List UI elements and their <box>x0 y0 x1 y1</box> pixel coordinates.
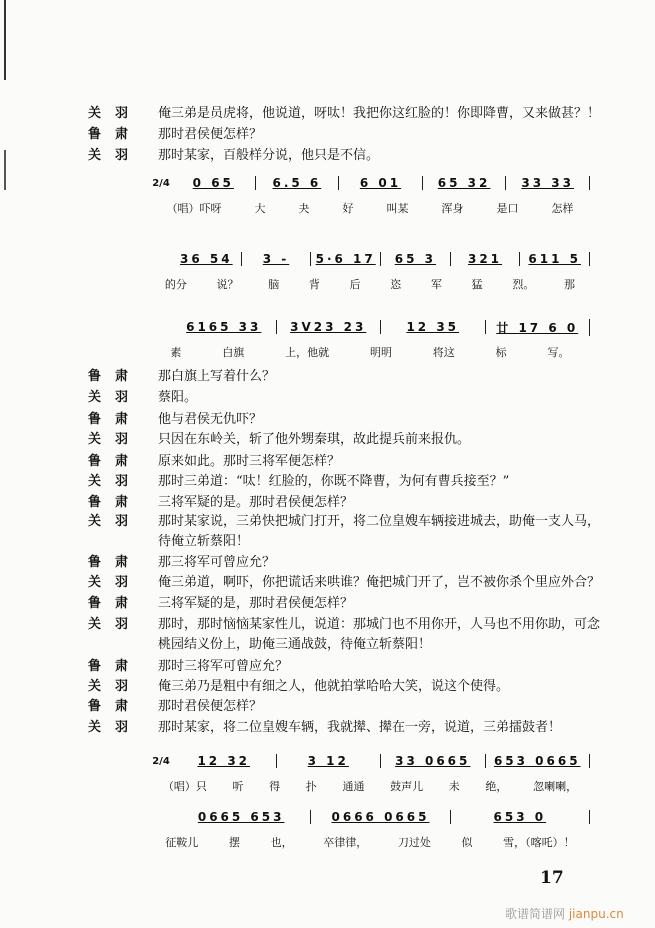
measure: 36 54 <box>172 252 242 266</box>
lyric: 的分 <box>164 278 187 291</box>
measure: 6 01 <box>339 176 423 190</box>
line-text: 那时君侯便怎样？ <box>158 127 263 142</box>
page-number: 17 <box>540 868 564 888</box>
dialogue-line <box>88 510 600 529</box>
measure: 0666 0665 <box>311 810 450 824</box>
measure: 12 32 <box>172 754 277 768</box>
measure: 33 33 <box>506 176 590 190</box>
line-text: 蔡阳。 <box>158 390 198 405</box>
score-row <box>150 248 590 292</box>
line-text: 那时某家，百般样分说，他只是不信。 <box>158 148 380 163</box>
speaker: 鲁肃 <box>88 555 143 570</box>
measure: 廿 17 6 0 <box>486 319 591 336</box>
lyric: 浑身 <box>441 202 464 215</box>
lyric: 脑 <box>268 278 280 291</box>
lyric: 得 <box>269 780 281 793</box>
lyric: 夬 <box>298 202 310 215</box>
lyric: 听 <box>232 780 244 793</box>
measure: 0665 653 <box>172 810 311 824</box>
lyric: 猛 <box>471 278 483 291</box>
time-signature: 2/4 <box>152 177 170 189</box>
lyric: 通通 <box>342 780 365 793</box>
dialogue-line <box>88 386 197 405</box>
speaker: 鲁肃 <box>88 596 143 611</box>
line-text: 那时三将军可曾应允？ <box>158 659 289 674</box>
dialogue-line <box>88 408 262 427</box>
measure: 321 <box>451 252 521 266</box>
lyric: 军 <box>430 278 442 291</box>
measure: 12 35 <box>381 320 486 334</box>
lyric: 摆 <box>228 836 240 849</box>
dialogue-line <box>88 551 275 570</box>
speaker: 关羽 <box>88 148 143 163</box>
dialogue-line <box>88 450 340 469</box>
speaker: 鲁肃 <box>88 127 143 142</box>
score-row <box>150 316 590 360</box>
lyric: 是口 <box>496 202 519 215</box>
lyric: 恣 <box>390 278 402 291</box>
measure: 3 - <box>242 252 312 266</box>
lyric: 白旗 <box>222 346 245 359</box>
speaker: 鲁肃 <box>88 454 143 469</box>
lyric: 写。 <box>547 346 570 359</box>
dialogue-line <box>88 365 275 384</box>
measure: 65 3 <box>381 252 451 266</box>
line-text: 那时某家，将二位皇嫂车辆，我就撵、撵在一旁，说道，三弟擂鼓者！ <box>158 720 562 735</box>
lyric: 征鞍儿 <box>165 836 199 849</box>
line-text: 只因在东岭关，斩了他外甥秦琪，故此提兵前来报仇。 <box>158 432 471 447</box>
dialogue-line <box>88 470 509 489</box>
line-text: 三将军疑的是，那时君侯便怎样？ <box>158 596 354 611</box>
lyric: 扑 <box>305 780 317 793</box>
line-text: 那时，那时恼恼某家性儿，说道：那城门也不用你开，人马也不用你助，可念 <box>158 617 601 632</box>
lyric: 似 <box>461 836 473 849</box>
measure: 33 0665 <box>381 754 486 768</box>
line-text: 那时三弟道：“呔！红脸的，你既不降曹，为何有曹兵接至？” <box>158 474 510 489</box>
speaker: 关羽 <box>88 679 143 694</box>
lyric: 那 <box>564 278 576 291</box>
lyric: 明明 <box>369 346 392 359</box>
speaker: 关羽 <box>88 390 143 405</box>
lyric: 上，他就 <box>285 346 330 359</box>
lyric: 后 <box>349 278 361 291</box>
speaker: 关羽 <box>88 432 143 447</box>
measure: 3V23 23 <box>277 320 382 334</box>
line-text: 他与君侯无仇吓？ <box>158 412 263 427</box>
dialogue-line <box>88 592 353 611</box>
measure: 0 65 <box>172 176 256 190</box>
lyric: 背 <box>308 278 320 291</box>
lyric: 未 <box>448 780 460 793</box>
dialogue-line <box>88 675 509 694</box>
speaker: 鲁肃 <box>88 369 143 384</box>
dialogue-line <box>88 144 379 163</box>
line-text: 俺三弟乃是粗中有细之人，他就拍掌哈哈大笑，说这个使得。 <box>158 679 510 694</box>
line-text: 那白旗上写着什么？ <box>158 369 276 384</box>
dialogue-line <box>88 655 288 674</box>
watermark-text: 歌谱简谱网 <box>505 907 566 921</box>
dialogue-line <box>88 613 600 632</box>
lyric: 大 <box>254 202 266 215</box>
speaker: 鲁肃 <box>88 659 143 674</box>
score-row <box>150 172 590 216</box>
dialogue-line <box>88 716 561 735</box>
measure: 65 32 <box>423 176 507 190</box>
score-row <box>150 806 590 850</box>
line-text: 那时君侯便怎样？ <box>158 699 263 714</box>
speaker: 关羽 <box>88 720 143 735</box>
line-continuation: 桃园结义份上，助俺三通战鼓，待俺立斩蔡阳！ <box>158 637 432 652</box>
measure: 6.5 6 <box>256 176 340 190</box>
measure: 653 0 <box>451 810 590 824</box>
dialogue-line <box>88 123 262 142</box>
speaker: 关羽 <box>88 514 143 529</box>
scan-edge <box>4 0 6 80</box>
measure: 653 0665 <box>486 754 591 768</box>
time-signature: 2/4 <box>152 755 170 767</box>
measure: 3 12 <box>277 754 382 768</box>
line-text: 俺三弟是员虎将，他说道，呀呔！我把你这红脸的！你即降曹，又来做甚？！ <box>158 106 601 121</box>
lyric: 鼓声儿 <box>390 780 424 793</box>
lyric: 标 <box>495 346 507 359</box>
lyric: 叫某 <box>386 202 409 215</box>
dialogue-line <box>88 102 600 121</box>
line-text: 三将军疑的是。那时君侯便怎样？ <box>158 495 354 510</box>
speaker: 鲁肃 <box>88 699 143 714</box>
dialogue-line <box>88 571 600 590</box>
line-text: 原来如此。那时三将军便怎样？ <box>158 454 341 469</box>
line-text: 俺三弟道，啊吓，你把谎话来哄谁？俺把城门开了，岂不被你杀个里应外合？ <box>158 575 601 590</box>
dialogue-line <box>88 491 353 510</box>
measure: 611 5 <box>520 252 590 266</box>
line-text: 那时某家说，三弟快把城门打开，将二位皇嫂车辆接进城去，助俺一支人马， <box>158 514 601 529</box>
watermark <box>505 905 624 922</box>
watermark-url: jianpu.cn <box>568 907 624 921</box>
lyric: 怎样 <box>551 202 574 215</box>
speaker: 关羽 <box>88 575 143 590</box>
speaker: 鲁肃 <box>88 412 143 427</box>
speaker: 关羽 <box>88 474 143 489</box>
lyric: 忽喇喇， <box>533 780 578 793</box>
lyric: （唱）只 <box>162 780 207 793</box>
lyric: 也， <box>270 836 293 849</box>
measure: 5·6 17 <box>311 252 381 266</box>
lyric: 雪，（喀吒）！ <box>503 836 575 849</box>
lyric: 绝， <box>485 780 508 793</box>
lyric: 烈。 <box>512 278 535 291</box>
line-text: 那三将军可曾应允？ <box>158 555 276 570</box>
lyric: 说？ <box>216 278 239 291</box>
lyric: 将这 <box>432 346 455 359</box>
score-row <box>150 750 590 794</box>
measure: 6165 33 <box>172 320 277 334</box>
dialogue-line <box>88 428 470 447</box>
speaker: 关羽 <box>88 106 143 121</box>
dialogue-line <box>88 695 262 714</box>
speaker: 关羽 <box>88 617 143 632</box>
lyric: 刀过处 <box>397 836 431 849</box>
lyric: 卒律律， <box>323 836 368 849</box>
lyric: （唱）吓呀 <box>166 202 222 215</box>
speaker: 鲁肃 <box>88 495 143 510</box>
line-continuation: 待俺立斩蔡阳！ <box>158 534 250 549</box>
lyric: 好 <box>342 202 354 215</box>
lyric: 素 <box>170 346 182 359</box>
scan-edge <box>4 150 6 190</box>
